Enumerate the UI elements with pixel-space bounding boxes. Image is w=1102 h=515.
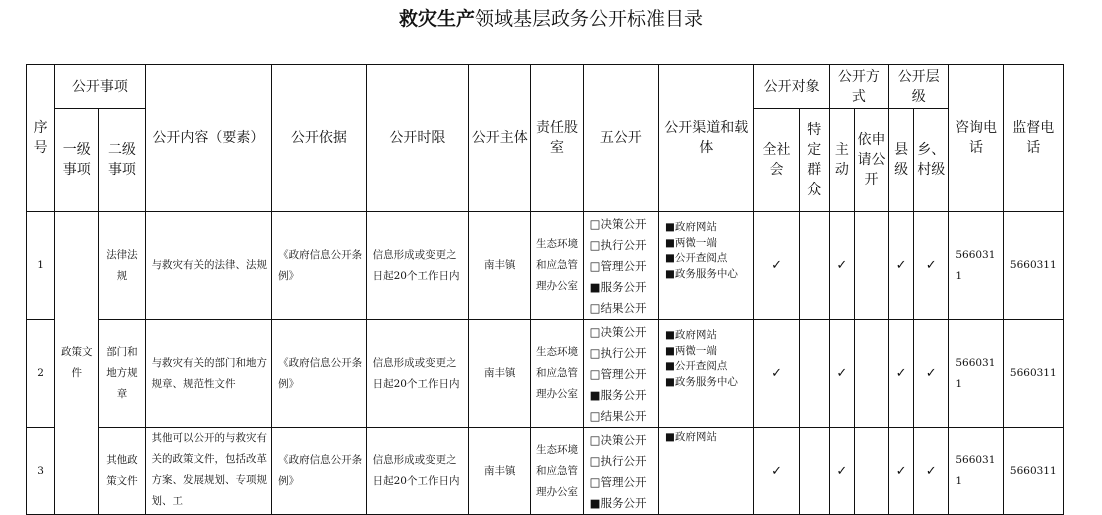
seq-cell: 2 [27,320,55,428]
check-all-society: ✓ [754,428,799,515]
check-township: ✓ [914,428,949,515]
supervise-cell: 5660311 [1003,428,1063,515]
table-row [27,320,1064,428]
basis-cell: 《政府信息公开条例》 [272,428,366,515]
check-active: ✓ [829,212,854,320]
check-specific [799,320,829,428]
subject-cell: 南丰镇 [469,428,531,515]
header-specific: 特定群众 [799,109,829,212]
basis-cell: 《政府信息公开条例》 [272,320,366,428]
header-seq: 序号 [27,65,55,212]
check-on-request [854,428,888,515]
five-item: □执行公开 [589,346,647,360]
check-active: ✓ [829,428,854,515]
five-item: □决策公开 [589,325,647,339]
five-item: □决策公开 [589,217,647,231]
check-specific [799,212,829,320]
header-object-group: 公开对象 [754,65,829,109]
subject-cell: 南丰镇 [469,320,531,428]
time-limit-cell: 信息形成或变更之日起20个工作日内 [366,320,468,428]
check-on-request [854,320,888,428]
five-item: □执行公开 [589,238,647,252]
header-content: 公开内容（要素） [145,65,272,212]
check-township: ✓ [914,320,949,428]
five-item: ■服务公开 [589,388,647,402]
five-item: □执行公开 [589,454,647,468]
level2-cell: 其他政策文件 [99,428,145,515]
check-on-request [854,212,888,320]
time-limit-cell: 信息形成或变更之日起20个工作日内 [366,212,468,320]
header-method-group: 公开方式 [829,65,888,109]
office-cell: 生态环境和应急管理办公室 [531,428,583,515]
seq-cell: 1 [27,212,55,320]
channel-item: ■公开查阅点 [665,360,728,372]
header-basis: 公开依据 [272,65,366,212]
catalog-table [26,64,1064,515]
supervise-cell: 5660311 [1003,212,1063,320]
channel-cell [659,320,754,428]
header-township: 乡、村级 [914,109,949,212]
level1-cell: 政策文件 [55,212,99,515]
check-active: ✓ [829,320,854,428]
channel-item: ■公开查阅点 [665,252,728,264]
level2-cell: 法律法规 [99,212,145,320]
supervise-cell: 5660311 [1003,320,1063,428]
header-channel: 公开渠道和载体 [659,65,754,212]
basis-cell: 《政府信息公开条例》 [272,212,366,320]
channel-item: ■两微一端 [665,236,717,249]
five-item: ■服务公开 [589,280,647,294]
check-specific [799,428,829,515]
five-item: ■服务公开 [589,496,647,510]
check-all-society: ✓ [754,212,799,320]
check-county: ✓ [889,212,914,320]
level2-cell: 部门和地方规章 [99,320,145,428]
content-cell: 与救灾有关的部门和地方规章、规范性文件 [145,320,272,428]
title-rest: 领域基层政务公开标准目录 [475,8,704,30]
five-item: □决策公开 [589,433,647,447]
five-item: □管理公开 [589,475,647,489]
five-cell [583,428,658,515]
check-all-society: ✓ [754,320,799,428]
consult-cell: 5660311 [949,212,1003,320]
channel-item: ■两微一端 [665,344,717,357]
header-time-limit: 公开时限 [366,65,468,212]
content-cell: 与救灾有关的法律、法规 [145,212,272,320]
header-active: 主动 [829,109,854,212]
header-on-request: 依申请公开 [854,109,888,212]
table-row [27,212,1064,320]
header-subject: 公开主体 [469,65,531,212]
five-item: □管理公开 [589,367,647,381]
subject-cell: 南丰镇 [469,212,531,320]
channel-cell [659,428,754,515]
check-township: ✓ [914,212,949,320]
page-title [0,6,1102,32]
header-level2: 二级事项 [99,109,145,212]
header-five: 五公开 [583,65,658,212]
five-item: □管理公开 [589,259,647,273]
check-county: ✓ [889,428,914,515]
header-supervise: 监督电话 [1003,65,1063,212]
five-cell [583,212,658,320]
five-cell [583,320,658,428]
channel-item: ■政务服务中心 [665,267,738,280]
consult-cell: 5660311 [949,428,1003,515]
channel-item: ■政府网站 [665,329,717,341]
title-bold: 救灾生产 [398,8,475,30]
content-cell: 其他可以公开的与救灾有关的政策文件，包括改革方案、发展规划、专项规划、工 [145,428,272,515]
channel-item: ■政务服务中心 [665,375,738,388]
table-row [27,428,1064,515]
header-all-society: 全社会 [754,109,799,212]
header-items-group: 公开事项 [55,65,145,109]
header-office: 责任股室 [531,65,583,212]
header-level1: 一级事项 [55,109,99,212]
header-county: 县级 [889,109,914,212]
channel-item: ■政府网站 [665,221,717,233]
channel-item: ■政府网站 [665,431,717,443]
consult-cell: 5660311 [949,320,1003,428]
office-cell: 生态环境和应急管理办公室 [531,320,583,428]
time-limit-cell: 信息形成或变更之日起20个工作日内 [366,428,468,515]
check-county: ✓ [889,320,914,428]
five-item: □结果公开 [589,409,647,423]
office-cell: 生态环境和应急管理办公室 [531,212,583,320]
seq-cell: 3 [27,428,55,515]
five-item: □结果公开 [589,301,647,315]
header-layer-group: 公开层级 [889,65,949,109]
header-consult: 咨询电话 [949,65,1003,212]
channel-cell [659,212,754,320]
